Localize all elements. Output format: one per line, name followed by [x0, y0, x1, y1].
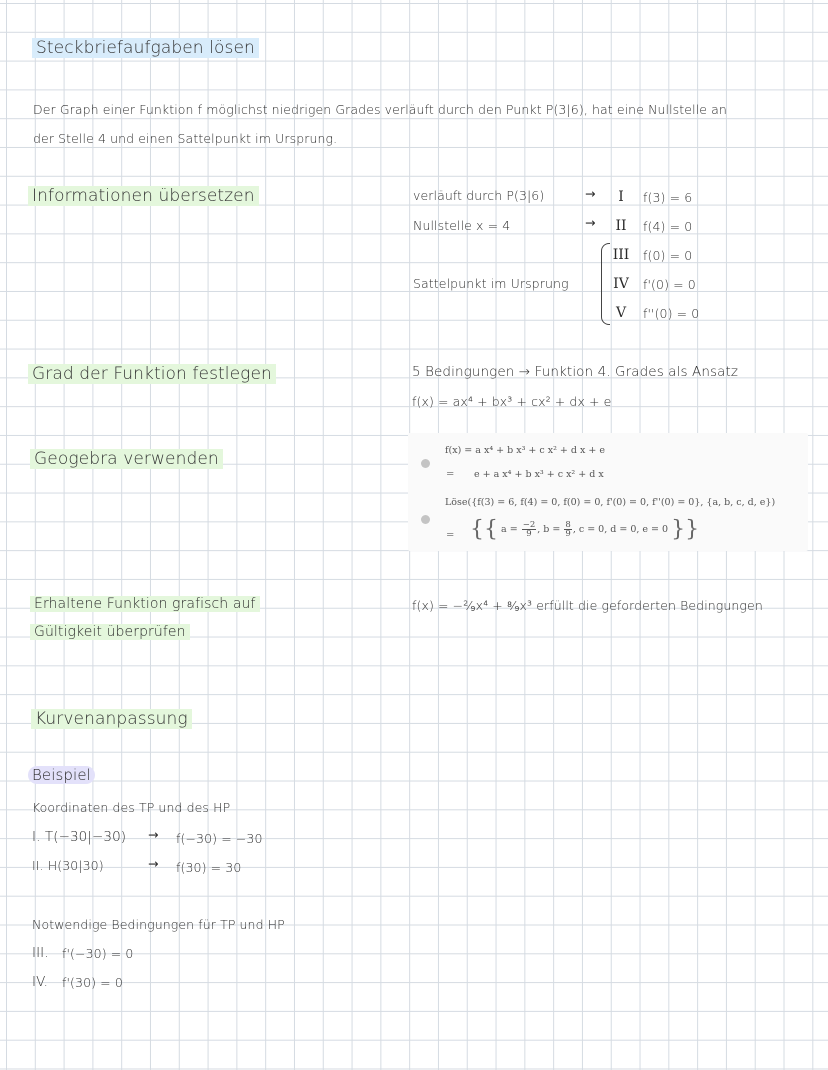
necessary-row-2-label: IV. — [32, 974, 49, 990]
equation-I: f(3) = 6 — [643, 190, 693, 205]
intro-line-2: der Stelle 4 und einen Sattelpunkt im Ursprung. — [33, 131, 338, 146]
geogebra-input-2: Löse({f(3) = 6, f(4) = 0, f(0) = 0, f'(0) = 0, f''(0) = 0}, {a, b, c, d, e}) — [445, 497, 776, 508]
equation-III: f(0) = 0 — [643, 248, 693, 263]
ansatz-formula: f(x) = ax⁴ + bx³ + cx² + dx + e — [412, 394, 612, 409]
heading-informationen: Informationen übersetzen — [28, 186, 259, 206]
info-row-1-text: verläuft durch P(3|6) — [413, 188, 545, 203]
heading-check-line-2: Gültigkeit überprüfen — [30, 624, 190, 640]
arrow-icon: → — [148, 827, 159, 842]
coords-row-2-label: II. H(30|30) — [32, 858, 104, 873]
necessary-row-2-equation: f'(30) = 0 — [62, 975, 123, 990]
numeral-III: III — [612, 247, 630, 263]
geogebra-panel — [408, 433, 808, 551]
geogebra-row-dot-icon — [421, 515, 430, 524]
saddle-text: Sattelpunkt im Ursprung — [413, 276, 569, 291]
geogebra-equals: = — [446, 469, 455, 480]
fraction-a: $\frac{-2}{9}$ — [522, 519, 536, 539]
heading-check-line-1: Erhaltene Funktion grafisch auf — [30, 596, 260, 612]
arrow-icon: → — [585, 186, 596, 201]
conditions-statement: 5 Bedingungen → Funktion 4. Grades als Ansatz — [412, 364, 739, 380]
geogebra-row-dot-icon — [421, 459, 430, 468]
geogebra-equals: = — [446, 530, 455, 541]
page-title: Steckbriefaufgaben lösen — [32, 38, 259, 58]
heading-grad: Grad der Funktion festlegen — [28, 364, 276, 384]
fraction-b: $\frac{8}{9}$ — [565, 519, 571, 539]
example-label: Beispiel — [28, 766, 95, 784]
check-statement: f(x) = −²⁄₉x⁴ + ⁸⁄₉x³ erfüllt die geforderten Bedingungen — [412, 598, 763, 613]
equation-IV: f'(0) = 0 — [643, 277, 696, 292]
intro-line-1: Der Graph einer Funktion f möglichst niedrigen Grades verläuft durch den Punkt P(3|6), hat eine Nullstelle an — [33, 102, 727, 117]
equation-V: f''(0) = 0 — [643, 306, 700, 321]
coords-row-2-equation: f(30) = 30 — [176, 860, 242, 875]
numeral-II: II — [615, 218, 627, 234]
heading-geogebra: Geogebra verwenden — [30, 449, 223, 469]
geogebra-result: {{ a = $\frac{-2}{9}$ , b = $\frac{8}{9}$ , c = 0, d = 0, e = 0 }} — [470, 517, 700, 542]
arrow-icon: → — [585, 215, 596, 230]
numeral-I: I — [618, 189, 624, 205]
geogebra-input-1: f(x) = a x⁴ + b x³ + c x² + d x + e — [445, 445, 605, 456]
geogebra-output-1: e + a x⁴ + b x³ + c x² + d x — [474, 469, 604, 480]
equation-II: f(4) = 0 — [643, 219, 693, 234]
numeral-V: V — [615, 305, 627, 321]
info-row-2-text: Nullstelle x = 4 — [413, 218, 511, 233]
coords-row-1-label: I. T(−30|−30) — [32, 829, 127, 845]
necessary-title: Notwendige Bedingungen für TP und HP — [32, 917, 285, 932]
necessary-row-1-equation: f'(−30) = 0 — [62, 946, 134, 961]
necessary-row-1-label: III. — [32, 945, 49, 961]
heading-kurvenanpassung: Kurvenanpassung — [31, 709, 192, 729]
coords-title: Koordinaten des TP und des HP — [32, 800, 231, 815]
numeral-IV: IV — [613, 276, 629, 292]
curly-brace-icon — [601, 243, 610, 325]
arrow-icon: → — [148, 856, 159, 871]
coords-row-1-equation: f(−30) = −30 — [176, 831, 263, 846]
